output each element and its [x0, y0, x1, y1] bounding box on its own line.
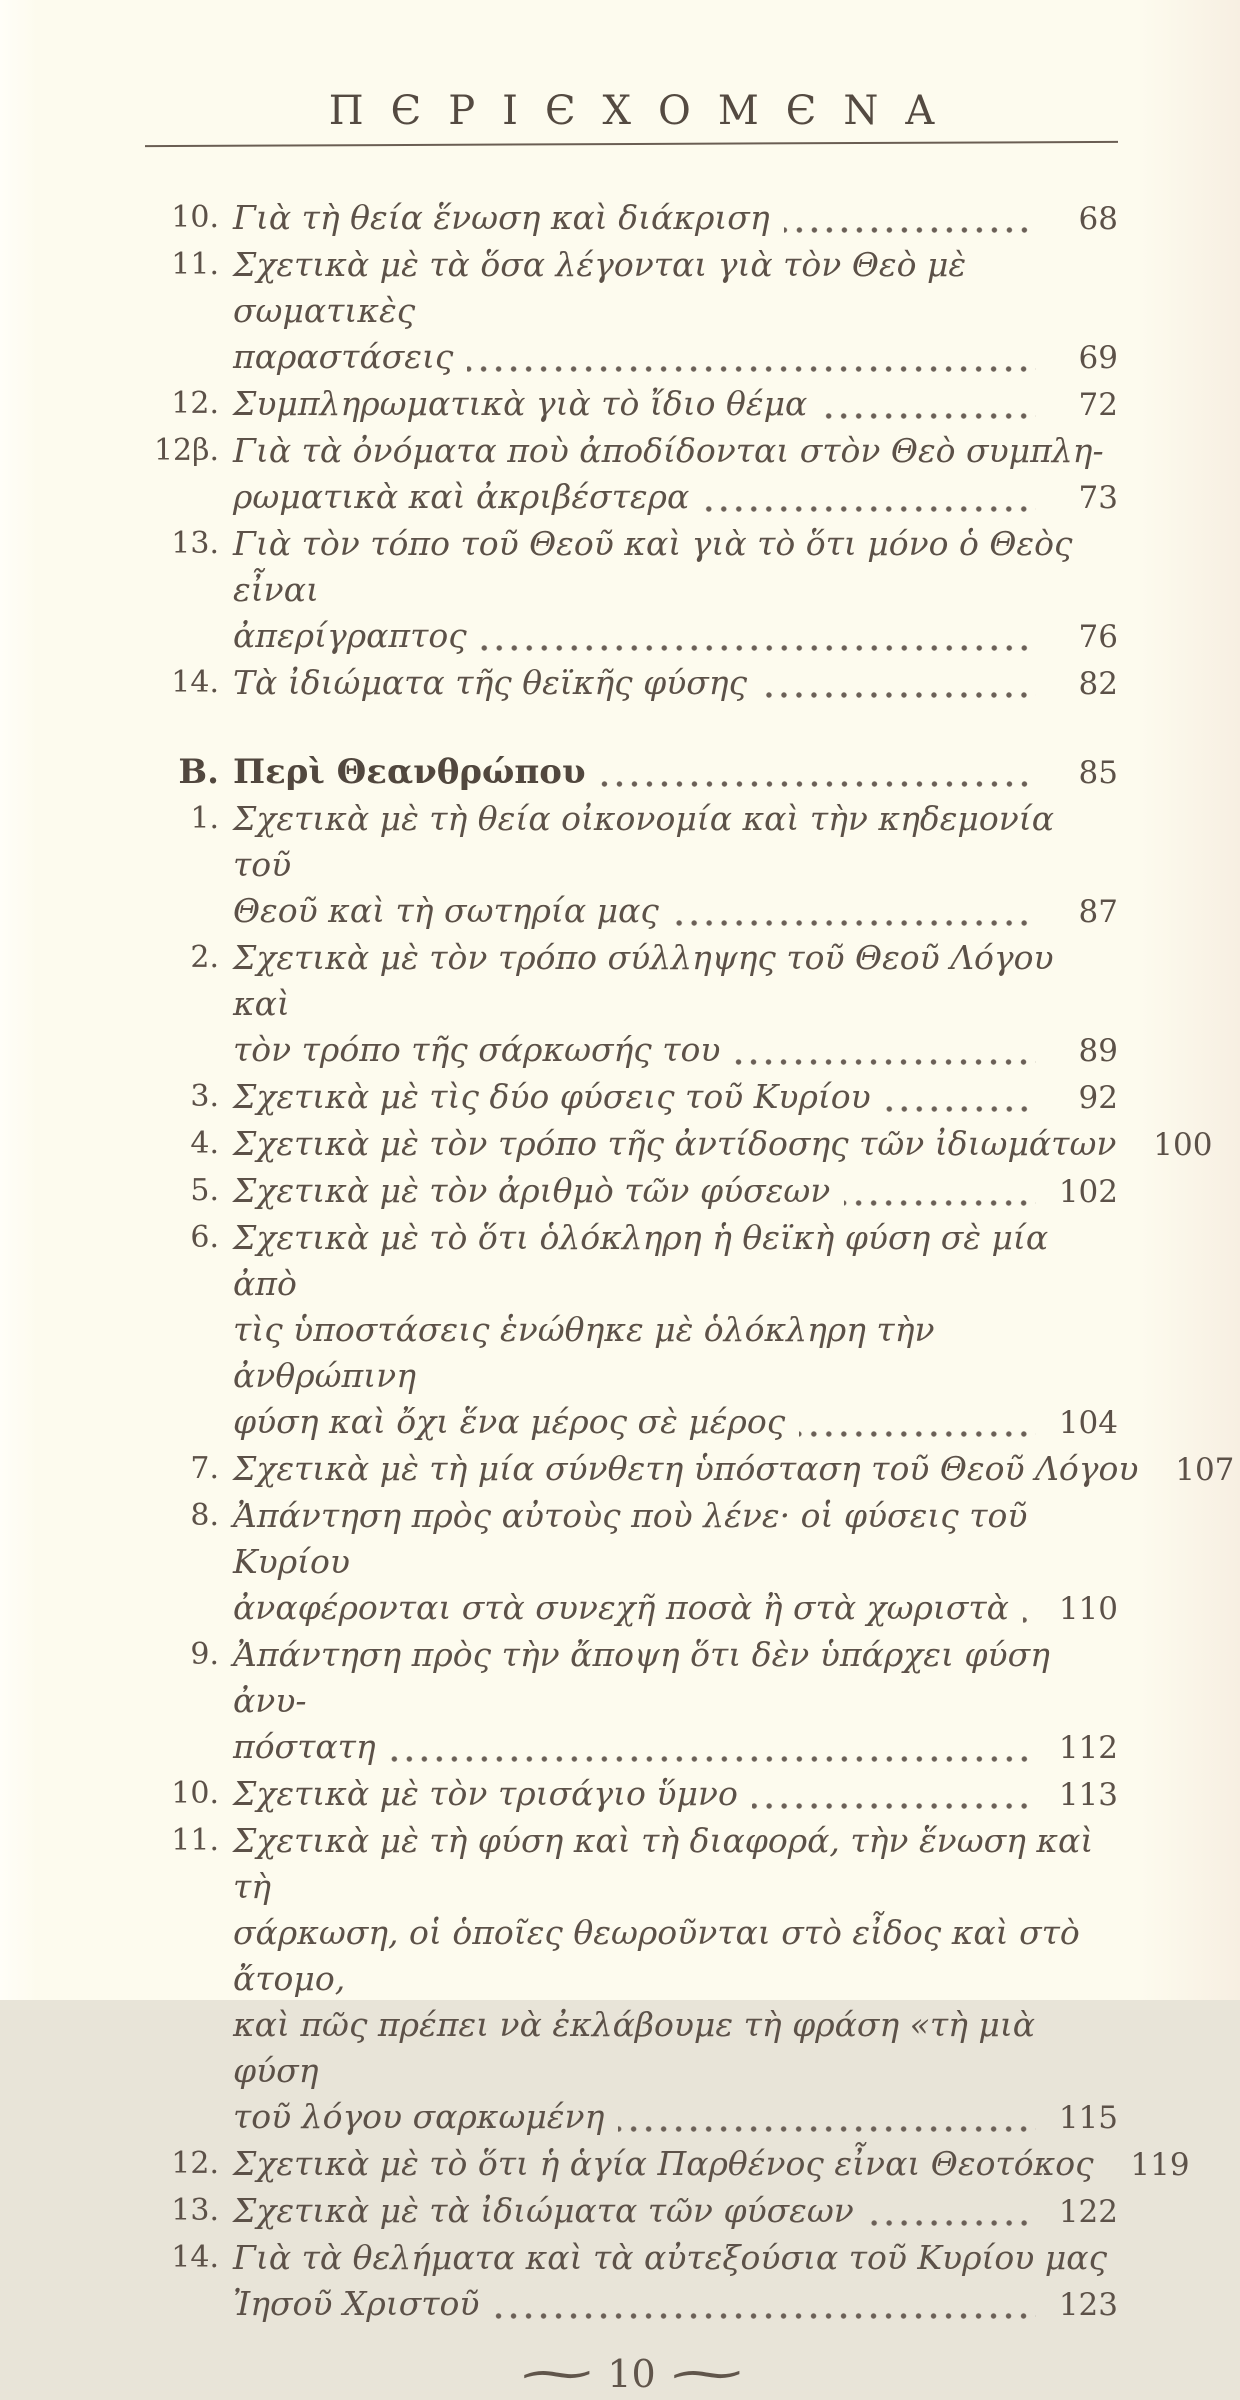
entry-body — [233, 195, 1118, 242]
entry-body — [233, 1121, 1213, 1168]
toc-entry — [145, 1215, 1118, 1446]
entry-body — [233, 1168, 1118, 1215]
entry-title-text: Σχετικὰ μὲ τὶς δύο φύσεις τοῦ Κυρίου — [233, 1077, 871, 1116]
toc-entry — [145, 2141, 1190, 2188]
entry-last-line — [233, 1771, 1118, 1818]
dot-leader — [703, 505, 1036, 513]
toc-entry — [145, 242, 1118, 381]
entry-page-number: 68 — [1078, 201, 1118, 237]
entry-last-line — [233, 2094, 1118, 2141]
entry-line: Γιὰ τὰ θελήματα καὶ τὰ αὐτεξούσια τοῦ Κυρίου μας — [233, 2238, 1108, 2277]
entry-body — [233, 381, 1118, 428]
dot-leader — [493, 2312, 1036, 2320]
toc-entry — [145, 749, 1118, 796]
entry-number: 14. — [171, 665, 219, 700]
entry-page-number: 110 — [1058, 1591, 1118, 1627]
toc-entry — [145, 381, 1118, 428]
toc-entry — [145, 521, 1118, 660]
entry-page-number: 82 — [1078, 666, 1118, 702]
dot-leader — [752, 1802, 1036, 1810]
entry-page-number: 92 — [1078, 1080, 1118, 1116]
entry-body — [233, 1074, 1118, 1121]
entry-title-text: φύση καὶ ὄχι ἕνα μέρος σὲ μέρος — [233, 1402, 786, 1441]
toc-entry — [145, 1121, 1213, 1168]
entry-page-number: 104 — [1058, 1405, 1118, 1441]
entry-title-text: Συμπληρωματικὰ γιὰ τὸ ἴδιο θέμα — [233, 384, 808, 423]
entry-body — [233, 1215, 1118, 1446]
toc-entry — [145, 1818, 1118, 2141]
entry-number: 11. — [171, 247, 219, 282]
entry-page-number: 72 — [1078, 387, 1118, 423]
entry-title-text: Σχετικὰ μὲ τὰ ἰδιώματα τῶν φύσεων — [233, 2191, 854, 2230]
footer-swash-right-icon: ∼ — [662, 2347, 750, 2400]
entry-title-text: ρωματικὰ καὶ ἀκριβέστερα — [233, 477, 690, 516]
entry-body — [233, 660, 1118, 707]
entry-number: 1. — [190, 801, 219, 836]
entry-page-number: 76 — [1078, 619, 1118, 655]
dot-leader — [799, 1430, 1036, 1438]
entry-last-line — [233, 334, 1118, 381]
toc-entry — [145, 428, 1118, 521]
entry-body — [233, 2235, 1118, 2328]
entry-number: 3. — [190, 1079, 219, 1114]
entry-line: καὶ πῶς πρέπει νὰ ἐκλάβουμε τὴ φράση «τὴ μιὰ φύση — [233, 2005, 1036, 2090]
toc-entry — [145, 1771, 1118, 1818]
toc-entry — [145, 2188, 1118, 2235]
dot-leader — [868, 2219, 1036, 2227]
entry-body — [233, 749, 1118, 796]
entry-line: Ἀπάντηση πρὸς αὐτοὺς ποὺ λένε· οἱ φύσεις τοῦ Κυρίου — [233, 1496, 1028, 1581]
footer-page-number: 10 — [607, 2352, 656, 2396]
entry-number: 5. — [190, 1173, 219, 1208]
entry-last-line — [233, 613, 1118, 660]
dot-leader — [844, 1199, 1036, 1207]
entry-body — [233, 242, 1118, 381]
entry-number: 2. — [190, 940, 219, 975]
entry-last-line — [233, 1724, 1118, 1771]
entry-page-number: 87 — [1078, 894, 1118, 930]
dot-leader — [734, 1058, 1036, 1066]
entry-line: τὶς ὑποστάσεις ἑνώθηκε μὲ ὁλόκληρη τὴν ἀνθρώπινη — [233, 1310, 935, 1395]
entry-body — [233, 2141, 1190, 2188]
entry-title-text: Σχετικὰ μὲ τὸ ὅτι ἡ ἁγία Παρθένος εἶναι Θεοτόκος — [233, 2144, 1094, 2183]
entry-title-text: τοῦ λόγου σαρκωμένη — [233, 2097, 605, 2136]
entry-line: Σχετικὰ μὲ τὸν τρόπο σύλληψης τοῦ Θεοῦ Λόγου καὶ — [233, 938, 1054, 1023]
toc-entry — [145, 1074, 1118, 1121]
entry-number: 10. — [171, 200, 219, 235]
entry-last-line — [233, 1074, 1118, 1121]
entry-body — [233, 1818, 1118, 2141]
entry-number: 11. — [171, 1823, 219, 1858]
entry-last-line — [233, 1585, 1118, 1632]
entry-last-line — [233, 2141, 1190, 2188]
entry-line: Γιὰ τὸν τόπο τοῦ Θεοῦ καὶ γιὰ τὸ ὅτι μόνο ὁ Θεὸς εἶναι — [233, 524, 1073, 609]
toc-entry — [145, 1493, 1118, 1632]
page-footer — [145, 2347, 1118, 2400]
entry-number: 7. — [190, 1451, 219, 1486]
entry-title-text: Γιὰ τὴ θεία ἕνωση καὶ διάκριση — [233, 198, 770, 237]
entry-title-text: Περὶ Θεανθρώπου — [233, 752, 586, 792]
entry-number: 4. — [190, 1126, 219, 1161]
entry-last-line — [233, 381, 1118, 428]
entry-body — [233, 1446, 1235, 1493]
entry-last-line — [233, 888, 1118, 935]
entry-title-text: ἀπερίγραπτος — [233, 616, 467, 655]
entry-line: Ἀπάντηση πρὸς τὴν ἄποψη ὅτι δὲν ὑπάρχει φύση ἀνυ- — [233, 1635, 1050, 1720]
entry-page-number: 113 — [1058, 1777, 1118, 1813]
entry-line: Σχετικὰ μὲ τὴ φύση καὶ τὴ διαφορά, τὴν ἕνωση καὶ τὴ — [233, 1821, 1094, 1906]
dot-leader — [673, 919, 1036, 927]
entry-page-number: 100 — [1153, 1127, 1213, 1163]
entry-page-number: 102 — [1058, 1174, 1118, 1210]
dot-leader — [885, 1105, 1036, 1113]
entry-title-text: ἀναφέρονται στὰ συνεχῆ ποσὰ ἢ στὰ χωριστὰ — [233, 1588, 1009, 1627]
entry-page-number: 85 — [1078, 755, 1118, 791]
entry-last-line — [233, 1446, 1235, 1493]
entry-body — [233, 428, 1118, 521]
entry-last-line — [233, 2281, 1118, 2328]
entry-page-number: 123 — [1058, 2287, 1118, 2323]
toc-entry — [145, 2235, 1118, 2328]
entry-last-line — [233, 1168, 1118, 1215]
entry-body — [233, 521, 1118, 660]
entry-title-text: παραστάσεις — [233, 337, 454, 376]
entry-body — [233, 2188, 1118, 2235]
toc-list — [145, 195, 1235, 2328]
dot-leader — [784, 226, 1036, 234]
entry-page-number: 73 — [1078, 480, 1118, 516]
entry-body — [233, 1771, 1118, 1818]
entry-title-text: Τὰ ἰδιώματα τῆς θεϊκῆς φύσης — [233, 663, 748, 702]
dot-leader — [821, 412, 1036, 420]
entry-page-number: 115 — [1058, 2100, 1118, 2136]
entry-number: 13. — [171, 526, 219, 561]
toc-entry — [145, 796, 1118, 935]
entry-last-line — [233, 1399, 1118, 1446]
entry-body — [233, 935, 1118, 1074]
entry-number: 12. — [171, 2146, 219, 2181]
entry-last-line — [233, 474, 1118, 521]
header-divider — [145, 141, 1118, 147]
entry-title-text: Σχετικὰ μὲ τὸν ἀριθμὸ τῶν φύσεων — [233, 1171, 831, 1210]
toc-entry — [145, 1632, 1118, 1771]
entry-page-number: 89 — [1078, 1033, 1118, 1069]
entry-title-text: Θεοῦ καὶ τὴ σωτηρία μας — [233, 891, 659, 930]
entry-title-text: Σχετικὰ μὲ τὸν τρόπο τῆς ἀντίδοσης τῶν ἰδιωμάτων — [233, 1124, 1117, 1163]
entry-number: 13. — [171, 2193, 219, 2228]
entry-last-line — [233, 1027, 1118, 1074]
dot-leader — [390, 1755, 1036, 1763]
entry-title-text: τὸν τρόπο τῆς σάρκωσής του — [233, 1030, 721, 1069]
entry-body — [233, 796, 1118, 935]
entry-last-line — [233, 660, 1118, 707]
dot-leader — [1023, 1616, 1036, 1624]
entry-number: 10. — [171, 1776, 219, 1811]
entry-last-line — [233, 2188, 1118, 2235]
entry-number: 12β. — [153, 433, 219, 468]
entry-page-number: 119 — [1130, 2147, 1190, 2183]
dot-leader — [481, 644, 1036, 652]
entry-number: 6. — [190, 1220, 219, 1255]
entry-line: σάρκωση, οἱ ὁποῖες θεωροῦνται στὸ εἶδος καὶ στὸ ἄτομο, — [233, 1913, 1080, 1998]
entry-line: Σχετικὰ μὲ τὸ ὅτι ὁλόκληρη ἡ θεϊκὴ φύση σὲ μία ἀπὸ — [233, 1218, 1049, 1303]
toc-entry — [145, 1446, 1235, 1493]
entry-last-line — [233, 1121, 1213, 1168]
entry-body — [233, 1493, 1118, 1632]
entry-number: 14. — [171, 2240, 219, 2275]
entry-title-text: Σχετικὰ μὲ τὴ μία σύνθετη ὑπόσταση τοῦ Θεοῦ Λόγου — [233, 1449, 1139, 1488]
page-title: ΠЄΡΙЄΧΟΜЄΝΑ — [328, 88, 962, 134]
entry-number: 8. — [190, 1498, 219, 1533]
entry-body — [233, 1632, 1118, 1771]
entry-title-text: Σχετικὰ μὲ τὸν τρισάγιο ὕμνο — [233, 1774, 738, 1813]
toc-entry — [145, 1168, 1118, 1215]
toc-entry — [145, 660, 1118, 707]
entry-title-text: Ἰησοῦ Χριστοῦ — [233, 2284, 480, 2323]
dot-leader — [618, 2125, 1036, 2133]
entry-line: Σχετικὰ μὲ τὰ ὅσα λέγονται γιὰ τὸν Θεὸ μὲ σωματικὲς — [233, 245, 967, 330]
dot-leader — [600, 780, 1036, 788]
entry-line: Σχετικὰ μὲ τὴ θεία οἰκονομία καὶ τὴν κηδεμονία τοῦ — [233, 799, 1055, 884]
entry-number: 12. — [171, 386, 219, 421]
footer-swash-left-icon: ∼ — [512, 2347, 601, 2400]
entry-page-number: 122 — [1058, 2194, 1118, 2230]
entry-page-number: 107 — [1175, 1452, 1235, 1488]
toc-entry — [145, 195, 1118, 242]
entry-page-number: 69 — [1078, 340, 1118, 376]
entry-number: 9. — [190, 1637, 219, 1672]
toc-entry — [145, 935, 1118, 1074]
dot-leader — [467, 365, 1036, 373]
entry-number: Β. — [178, 752, 219, 792]
entry-last-line — [233, 195, 1118, 242]
entry-line: Γιὰ τὰ ὀνόματα ποὺ ἀποδίδονται στὸν Θεὸ συμπλη- — [233, 431, 1104, 470]
entry-page-number: 112 — [1058, 1730, 1118, 1766]
entry-last-line — [233, 749, 1118, 796]
dot-leader — [761, 691, 1036, 699]
entry-title-text: πόστατη — [233, 1727, 376, 1766]
